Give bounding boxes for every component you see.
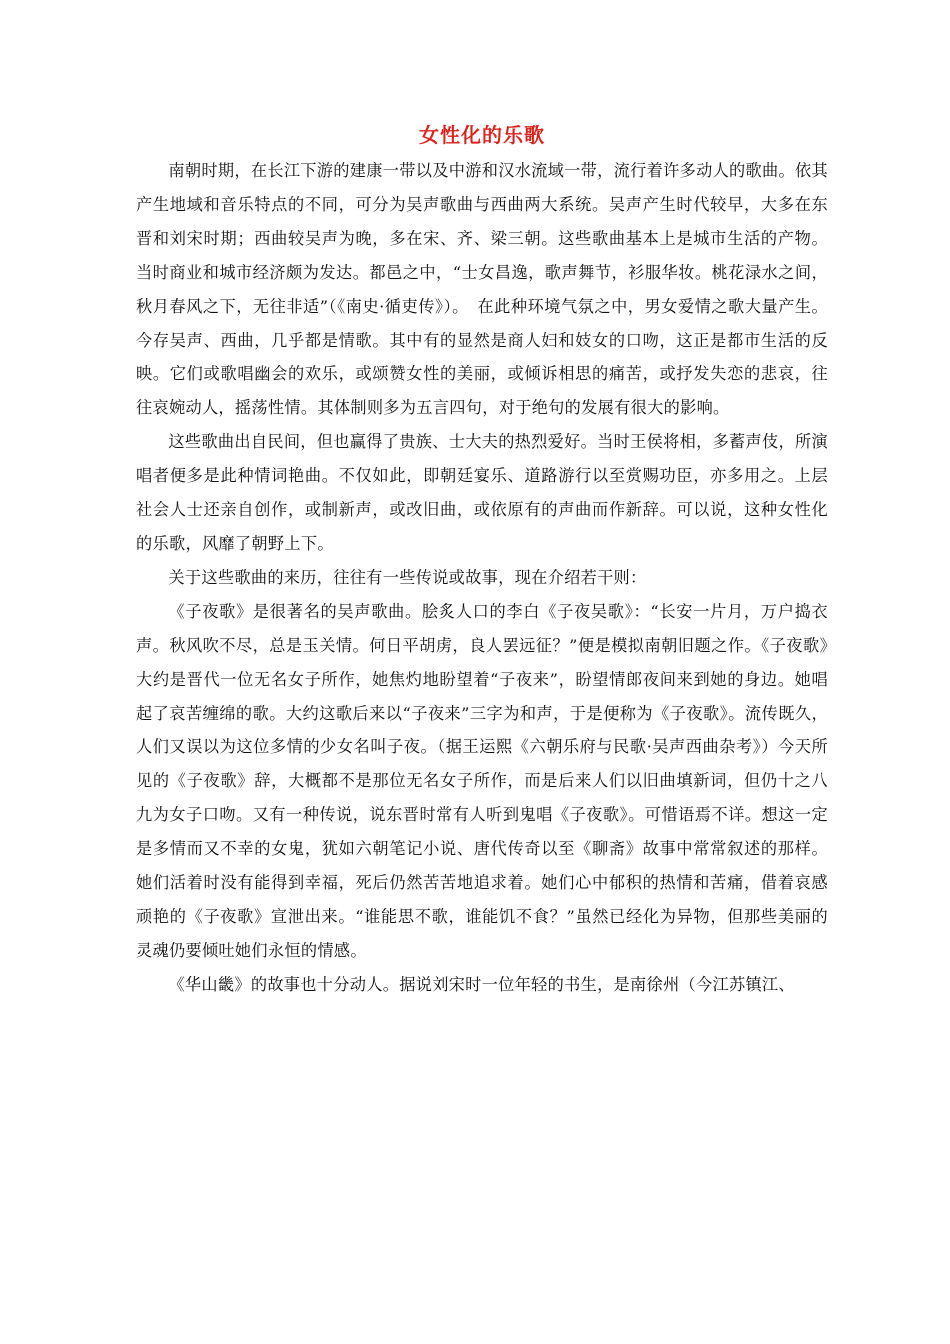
paragraph-3: 关于这些歌曲的来历，往往有一些传说或故事，现在介绍若干则： [168, 567, 647, 587]
paragraph-4: 《子夜歌》是很著名的吴声歌曲。脍炙人口的李白《子夜吴歌》：“长安一片月，万户捣衣声。秋风吹不尽，总是玉关情。何日平胡虏，良人罢远征？”便是模拟南朝旧题之作。《子夜歌》大约是晋代一位无名女子所作，她焦灼地盼望着“子夜来”，盼望情郎夜间来到她的身边。她唱起了哀苦缠绵的歌。大约这歌后来以“子夜来”三字为和声，于是便称为《子夜歌》。流传既久，人们又误以为这位多情的少女名叫子夜。（据王运熙《六朝乐府与民歌·吴声西曲杂考》）今天所见的《子夜歌》辞，大概都不是那位无名女子所作，而是后来人们以旧曲填新词，但仍十之八九为女子口吻。又有一种传说，说东晋时常有人听到鬼唱《子夜歌》。可惜语焉不详。想这一定是多情而又不幸的女鬼，犹如六朝笔记小说、唐代传奇以至《聊斋》故事中常常叙述的那样。她们活着时没有能得到幸福，死后仍然苦苦地追求着。她们心中郁积的热情和苦痛，借着哀感顽艳的《子夜歌》宣泄出来。“谁能思不歌，谁能饥不食？”虽然已经化为异物，但那些美丽的灵魂仍要倾吐她们永恒的情感。 [136, 601, 828, 960]
paragraph-1: 南朝时期，在长江下游的建康一带以及中游和汉水流域一带，流行着许多动人的歌曲。依其产生地域和音乐特点的不同，可分为吴声歌曲与西曲两大系统。吴声产生时代较早，大多在东晋和刘宋时期；西曲较吴声为晚，多在宋、齐、梁三朝。这些歌曲基本上是城市生活的产物。当时商业和城市经济颇为发达。都邑之中，“士女昌逸，歌声舞节，衫服华妆。桃花渌水之间，秋月春风之下，无往非适”（《南史·循吏传》）。 在此种环境气氛之中，男女爱情之歌大量产生。今存吴声、西曲，几乎都是情歌。其中有的显然是商人妇和妓女的口吻，这正是都市生活的反映。它们或歌唱幽会的欢乐，或颂赞女性的美丽，或倾诉相思的痛苦，或抒发失恋的悲哀，往往哀婉动人，摇荡性情。其体制则多为五言四句，对于绝句的发展有很大的影响。 [136, 161, 828, 418]
paragraph-2: 这些歌曲出自民间，但也赢得了贵族、士大夫的热烈爱好。当时王侯将相，多蓄声伎，所演唱者便多是此种情词艳曲。不仅如此，即朝廷宴乐、道路游行以至赏赐功臣，亦多用之。上层社会人士还亲自创作，或制新声，或改旧曲，或依原有的声曲而作新辞。可以说，这种女性化的乐歌，风靡了朝野上下。 [136, 432, 828, 553]
paragraph-5: 《华山畿》的故事也十分动人。据说刘宋时一位年轻的书生，是南徐州（今江苏镇江、 [168, 974, 795, 994]
document-body [136, 118, 828, 1002]
document-title: 女性化的乐歌 [419, 123, 545, 147]
